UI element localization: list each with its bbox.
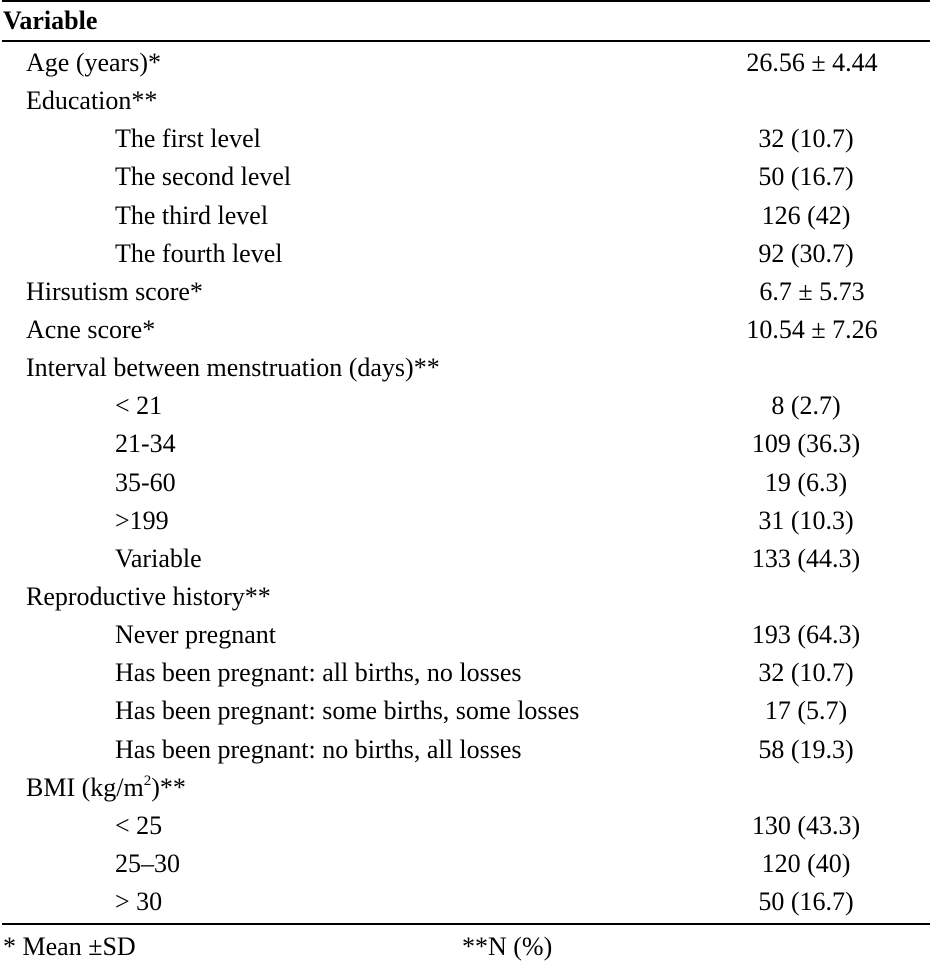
row-value: 17 (5.7) bbox=[764, 696, 848, 726]
row-label bbox=[115, 235, 283, 273]
row-label-text: 35-60 bbox=[115, 467, 176, 497]
row-label bbox=[115, 197, 268, 235]
row-label-text: BMI (kg/m bbox=[26, 772, 144, 802]
row-value: 10.54 ± 7.26 bbox=[746, 314, 878, 344]
row-label bbox=[26, 273, 203, 311]
row-label-text: Reproductive history** bbox=[26, 581, 271, 611]
table-row bbox=[0, 82, 930, 120]
table-header-variable: Variable bbox=[3, 6, 98, 35]
row-label-suffix: )** bbox=[151, 772, 186, 802]
row-value: 193 (64.3) bbox=[751, 620, 861, 650]
row-label bbox=[115, 807, 162, 845]
row-label bbox=[26, 769, 186, 807]
table-row bbox=[0, 387, 930, 425]
row-label-text: Has been pregnant: no births, all losses bbox=[115, 734, 522, 764]
footnote-mean-sd: * Mean ±SD bbox=[3, 932, 136, 961]
table-row bbox=[0, 349, 930, 387]
row-label-text: The fourth level bbox=[115, 238, 283, 268]
row-label-text: Education** bbox=[26, 86, 158, 116]
row-label-text: Acne score* bbox=[26, 314, 156, 344]
row-label bbox=[115, 540, 202, 578]
row-label bbox=[115, 845, 180, 883]
row-label bbox=[115, 464, 176, 502]
row-value: 26.56 ± 4.44 bbox=[746, 48, 878, 77]
table-row bbox=[0, 540, 930, 578]
row-value: 126 (42) bbox=[761, 200, 851, 230]
table-row bbox=[0, 120, 930, 158]
table-row bbox=[0, 235, 930, 273]
table-row bbox=[0, 731, 930, 769]
row-value: 58 (19.3) bbox=[758, 734, 854, 764]
table-body bbox=[0, 44, 930, 921]
row-label-superscript: 2 bbox=[143, 772, 152, 789]
row-value: 32 (10.7) bbox=[758, 658, 854, 688]
row-value: 92 (30.7) bbox=[758, 238, 854, 268]
row-label-text: Hirsutism score* bbox=[26, 276, 203, 306]
row-value: 120 (40) bbox=[761, 848, 851, 878]
row-label bbox=[26, 311, 155, 349]
row-label-text: >199 bbox=[115, 505, 169, 535]
table-top-rule bbox=[2, 0, 930, 2]
footnote-n-percent: **N (%) bbox=[462, 932, 553, 961]
row-label-text: Has been pregnant: some births, some losses bbox=[115, 696, 580, 726]
table-header-rule bbox=[2, 40, 930, 42]
row-value: 8 (2.7) bbox=[771, 391, 841, 421]
table-row bbox=[0, 502, 930, 540]
table-row bbox=[0, 273, 930, 311]
row-label bbox=[26, 349, 440, 387]
table-row bbox=[0, 654, 930, 692]
table-row bbox=[0, 845, 930, 883]
row-label bbox=[115, 883, 162, 921]
row-label-text: Never pregnant bbox=[115, 620, 276, 650]
row-value: 31 (10.3) bbox=[758, 505, 854, 535]
table-row bbox=[0, 769, 930, 807]
table-row bbox=[0, 44, 930, 82]
table-row bbox=[0, 311, 930, 349]
row-value: 130 (43.3) bbox=[751, 810, 861, 840]
row-value: 19 (6.3) bbox=[764, 467, 848, 497]
table-row bbox=[0, 197, 930, 235]
row-label-text: Interval between menstruation (days)** bbox=[26, 353, 440, 383]
row-label bbox=[26, 578, 271, 616]
row-label bbox=[26, 44, 161, 82]
row-value: 109 (36.3) bbox=[751, 429, 861, 459]
row-value: 50 (16.7) bbox=[758, 162, 854, 192]
table-row bbox=[0, 883, 930, 921]
row-label bbox=[115, 692, 579, 730]
row-label bbox=[26, 82, 157, 120]
row-label-text: 25–30 bbox=[115, 848, 180, 878]
row-value: 50 (16.7) bbox=[758, 887, 854, 917]
row-label-text: Has been pregnant: all births, no losses bbox=[115, 658, 522, 688]
row-label-text: 21-34 bbox=[115, 429, 176, 459]
row-label-text: < 25 bbox=[115, 810, 163, 840]
table-bottom-rule bbox=[2, 923, 930, 925]
row-label-text: The third level bbox=[115, 200, 269, 230]
row-label-text: The second level bbox=[115, 162, 292, 192]
row-label bbox=[115, 120, 261, 158]
row-label bbox=[115, 158, 291, 196]
row-label bbox=[115, 616, 276, 654]
row-label-text: > 30 bbox=[115, 887, 163, 917]
row-value: 6.7 ± 5.73 bbox=[759, 276, 865, 306]
row-label bbox=[115, 387, 162, 425]
table-row bbox=[0, 425, 930, 463]
row-label bbox=[115, 654, 522, 692]
table-row bbox=[0, 578, 930, 616]
row-label-text: Variable bbox=[115, 543, 202, 573]
row-value: 32 (10.7) bbox=[758, 124, 854, 154]
row-label-text: < 21 bbox=[115, 391, 163, 421]
row-value: 133 (44.3) bbox=[751, 543, 861, 573]
table-row bbox=[0, 692, 930, 730]
row-label bbox=[115, 731, 522, 769]
table-row bbox=[0, 807, 930, 845]
table-row bbox=[0, 464, 930, 502]
table-row bbox=[0, 158, 930, 196]
row-label-text: The first level bbox=[115, 124, 261, 154]
row-label bbox=[115, 502, 169, 540]
row-label bbox=[115, 425, 176, 463]
row-label-text: Age (years)* bbox=[26, 48, 161, 77]
table-row bbox=[0, 616, 930, 654]
